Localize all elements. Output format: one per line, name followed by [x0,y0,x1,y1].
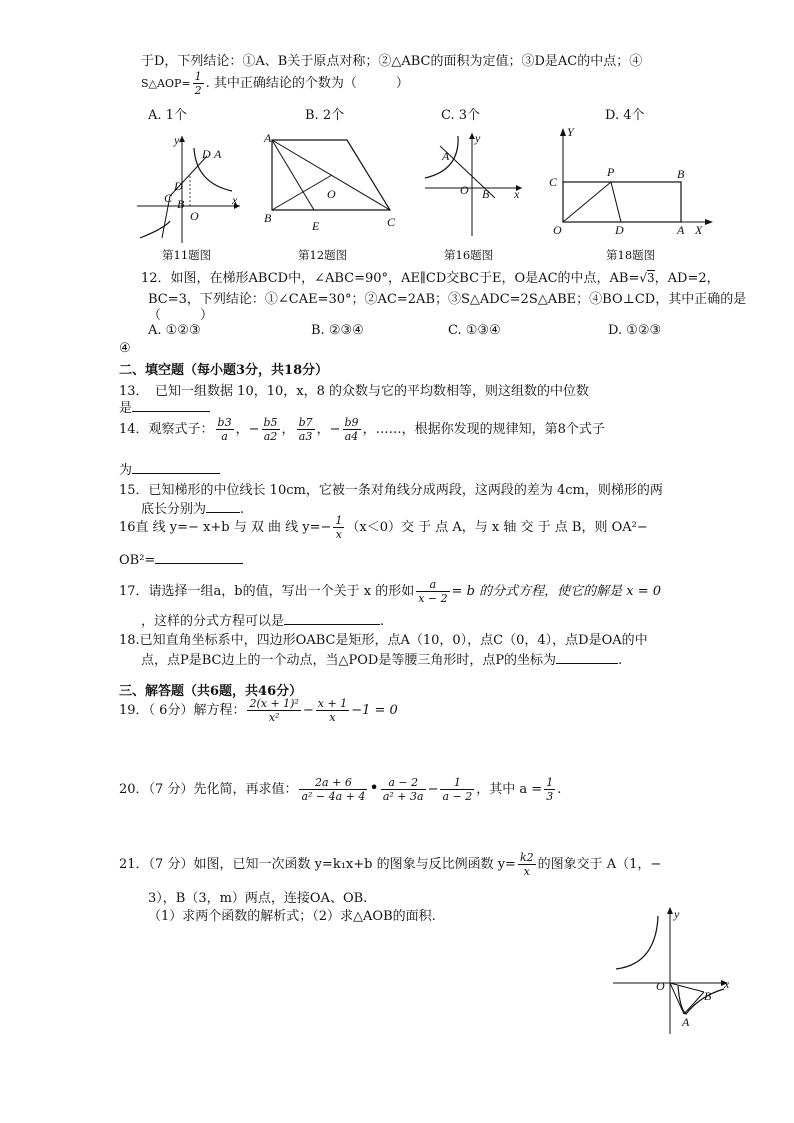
q12-sqrt: √3 [639,271,655,285]
q13-line2 [119,397,210,416]
q15-line2-text: 底长分别为 [141,502,207,517]
q12-line2: BC=3，下列结论：①∠CAE=30°；②AC=2AB；③S△ADC=2S△ABE；④BO⊥CD，其中正确的是 [148,292,747,307]
f12-label-o: O [327,187,336,201]
q11-option-b: B. 2个 [305,108,345,123]
q11-rest: . 其中正确结论的个数为（ ） [205,76,409,91]
caption-fig12: 第12题图 [298,248,348,262]
f21-label-x: x [724,977,730,991]
q14-frac3: $\frac{b7}{a3}$ [298,416,313,443]
q11-line2 [141,70,409,97]
q19-lead: 19．（ 6分）解方程： [119,703,246,718]
q13-line2-text: 是 [119,401,133,416]
q17-line2-text: ，这样的分式方程可以是 [141,614,285,629]
f11-label-y: y [174,133,180,147]
q20-lead: 20．（7 分）先化简，再求值： [119,782,298,797]
q12-line1-text: 12．如图，在梯形ABCD中，∠ABC=90°，AE∥CD交BC于E，O是AC的中点，AB= [141,271,640,286]
q14-line2-text: 为 [119,463,133,478]
f18-label-c: C [549,175,558,189]
f11-label-c: C [164,191,173,205]
q11-fraction: $\frac{1}{2}$ [194,70,202,97]
f18-label-a: A [677,223,685,237]
q14-sep3: ，− [316,422,341,437]
q14-answer-blank [132,461,220,474]
q21-lead: 21．（7 分）如图，已知一次函数 y=k₁x+b 的图象与反比例函数 y= [119,857,516,872]
q20-minus: − [427,782,439,797]
q12-line1-end: ，AD=2， [654,271,720,286]
figure-11 [132,128,252,246]
q16-answer-blank [155,551,243,564]
f16-label-a: A [442,149,450,163]
q16-line2-text: OB²= [119,553,156,568]
q15-answer-blank [206,500,240,513]
q20-frac1: $\frac{2a + 6}{\text{a² − 4a + 4}}$ [301,776,366,803]
q11-option-d: D. 4个 [605,108,645,123]
f21-label-a: A [682,1015,690,1029]
f11-label-b: B [177,197,185,211]
q19-minus: − [302,703,314,718]
q21-line2: 3），B（3，m）两点，连接OA、OB. [148,891,368,906]
figure-16 [420,128,530,240]
q11-line1: 于D，下列结论：①A、B关于原点对称；②△ABC的面积为定值；③D是AC的中点；④ [141,54,643,69]
f11-label-d2: D [174,179,183,193]
q18-answer-blank [556,651,618,664]
q11-option-c: C. 3个 [441,108,481,123]
q17-frac: $\frac{a}{x - 2}$ [418,578,448,605]
q13-answer-blank [132,399,210,412]
q14-frac4: $\frac{b9}{a4}$ [344,416,359,443]
f11-label-d1: D [202,147,211,161]
q13-line1: 13． 已知一组数据 10，10，x，8 的众数与它的平均数相等，则这组数的中位数 [119,384,589,399]
q21-frac: $\frac{k2}{x}$ [519,851,534,878]
q20-frac2: $\frac{a - 2}{\text{a² + 3a}}$ [382,776,424,803]
q16-line1 [119,514,648,541]
f18-label-y: Y [567,125,574,139]
f16-label-b: B [482,187,490,201]
q19 [119,697,398,724]
q18-line2-text: 点，点P是BC边上的一个动点，当△POD是等腰三角形时，点P的坐标为 [141,653,557,668]
f18-label-b: B [677,167,685,181]
f16-label-x: x [514,187,520,201]
q12-option-c: C. ①③④ [448,323,501,338]
q20-dot: • [369,778,379,797]
q16-tail: （x＜0）交 于 点 A，与 x 轴 交 于 点 B，则 OA²− [346,520,648,535]
q17-line2-end: . [380,614,385,629]
f21-label-y: y [674,907,680,921]
f12-label-a: A [264,131,272,145]
figure-18 [545,124,715,240]
q15-line2-end: . [240,502,245,517]
q18-line2 [141,649,622,668]
q20-frac3: $\frac{1}{a - 2}$ [442,776,473,803]
q19-frac2: $\frac{x + 1}{x}$ [317,697,348,724]
q14-frac2: $\frac{b5}{a2}$ [263,416,278,443]
q19-frac1: $\frac{\text{2(x + 1)²}}{\text{x²}}$ [249,697,299,724]
q18-line2-end: . [618,653,623,668]
f18-label-p: P [607,165,615,179]
q14-line1 [119,416,605,443]
q17-line2 [141,610,384,629]
q17-tail: = b 的分式方程，使它的解是 x = 0 [451,584,662,599]
f21-label-o: O [656,979,665,993]
q17-line1 [119,578,661,605]
q14-tail: ，……，根据你发现的规律知，第8个式子 [362,422,605,437]
q16-line2 [119,551,243,568]
q15-line1: 15．已知梯形的中位线长 10cm，它被一条对角线分成两段，这两段的差为 4cm，则梯形的两 [119,483,663,498]
q20 [119,776,561,803]
figure-12 [262,130,407,238]
figure-21 [608,904,738,1038]
q14-frac1: $\frac{b3}{a}$ [217,416,232,443]
q14-sep1: ，− [235,422,260,437]
f11-label-x: x [232,193,238,207]
section-3-heading: 三、解答题（共6题，共46分） [119,684,303,699]
f18-label-d: D [615,223,624,237]
caption-fig18: 第18题图 [606,248,656,262]
q21-line1 [119,851,661,878]
q12-option-a: A. ①②③ [148,323,201,338]
q18-line1: 18.已知直角坐标系中，四边形OABC是矩形，点A（10，0），点C（0，4），点D是OA的中 [119,633,648,648]
q12-option-d: D. ①②③ [608,323,662,338]
q14-sep2: ， [281,422,295,437]
q11-option-a: A. 1个 [148,108,187,123]
f12-label-e: E [312,219,320,233]
q20-tail: ，其中 a = [476,782,543,797]
f16-label-y: y [475,131,481,145]
q20-frac4: $\frac{1}{3}$ [546,776,554,803]
q16-frac: $\frac{1}{x}$ [335,514,343,541]
caption-fig16: 第16题图 [444,248,494,262]
f18-label-x: X [695,223,703,237]
section-2-heading: 二、填空题（每小题3分，共18分） [119,363,329,378]
q17-lead: 17．请选择一组a，b的值，写出一个关于 x 的形如 [119,584,415,599]
q19-tail: −1 = 0 [351,703,398,718]
q17-answer-blank [284,612,380,625]
f11-label-o: O [190,209,199,223]
f12-label-c: C [387,215,396,229]
q14-lead: 14．观察式子： [119,422,214,437]
q21-tail: 的图象交于 A（1，− [537,857,662,872]
q14-line2 [119,459,220,478]
q11-s-label: S△AOP= [141,77,191,90]
q12-line1 [141,267,720,286]
q12-line3: （ ） [148,308,214,323]
f18-label-o: O [553,223,562,237]
q12-option-b: B. ②③④ [311,323,364,338]
caption-fig11: 第11题图 [162,248,212,262]
q16-lead: 16直 线 y=− x+b 与 双 曲 线 y=− [119,520,332,535]
q20-end: . [557,782,562,797]
f21-label-b: B [704,989,712,1003]
f11-label-a1: A [214,147,222,161]
f12-label-b: B [264,211,272,225]
q12-wrap: ④ [119,341,131,356]
q21-line3: （1）求两个函数的解析式；（2）求△AOB的面积. [148,909,436,924]
f16-label-o: O [460,183,469,197]
